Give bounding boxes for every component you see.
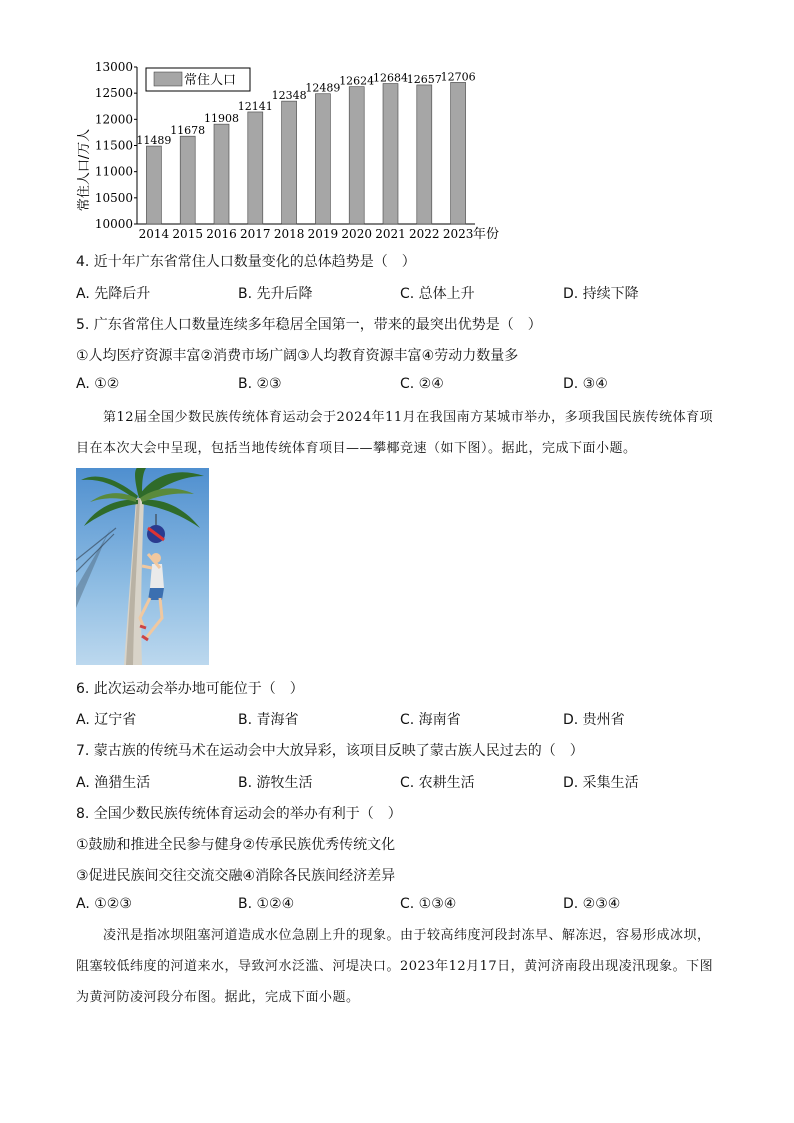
bar bbox=[315, 94, 330, 224]
bar bbox=[282, 101, 297, 224]
q5-option-b[interactable]: B. ②③ bbox=[238, 376, 282, 392]
q5-option-c[interactable]: C. ②④ bbox=[400, 376, 444, 392]
x-tick-label: 2020 bbox=[341, 227, 372, 241]
bar bbox=[248, 112, 263, 224]
ice-flood-passage: 凌汛是指冰坝阻塞河道造成水位急剧上升的现象。由于较高纬度河段封冻早、解冻迟，容易形成冰坝，阻塞较低纬度的河道来水，导致河水泛滥、河堤决口。2023年12月17日，黄河济南段出现凌汛现象。下图为黄河防凌河段分布图。据此，完成下面小题。 bbox=[76, 928, 714, 1005]
population-bar-chart bbox=[70, 55, 510, 250]
bar bbox=[146, 146, 161, 224]
bar bbox=[349, 87, 364, 224]
question-4-stem: 4. 近十年广东省常住人口数量变化的总体趋势是（ ） bbox=[76, 254, 416, 270]
sports-passage: 第12届全国少数民族传统体育运动会于2024年11月在我国南方某城市举办，多项我国民族传统体育项目在本次大会中呈现，包括当地传统体育项目——攀椰竞速（如下图）。据此，完成下面小题。 bbox=[76, 410, 714, 456]
x-tick-label: 2023 bbox=[442, 227, 474, 241]
x-tick-label: 2021 bbox=[375, 227, 406, 241]
x-axis-title: 年份 bbox=[473, 227, 500, 242]
question-8-statement-line-1: ①鼓励和推进全民参与健身②传承民族优秀传统文化 bbox=[76, 837, 396, 853]
bar-value-label: 12657 bbox=[406, 72, 442, 86]
bar-value-label: 12684 bbox=[373, 71, 408, 85]
bar bbox=[417, 85, 432, 224]
x-tick-label: 2015 bbox=[172, 227, 203, 241]
q6-option-a[interactable]: A. 辽宁省 bbox=[76, 712, 137, 728]
x-tick-label: 2014 bbox=[138, 227, 170, 241]
bar-value-label: 12141 bbox=[237, 99, 273, 113]
x-tick-label: 2022 bbox=[409, 227, 440, 241]
question-5-stem: 5. 广东省常住人口数量连续多年稳居全国第一，带来的最突出优势是（ ） bbox=[76, 317, 542, 333]
x-tick-label: 2016 bbox=[206, 227, 237, 241]
q4-option-b[interactable]: B. 先升后降 bbox=[238, 286, 313, 302]
q4-option-c[interactable]: C. 总体上升 bbox=[400, 286, 475, 302]
q7-option-c[interactable]: C. 农耕生活 bbox=[400, 775, 475, 791]
bar bbox=[451, 82, 466, 224]
y-tick-label: 11000 bbox=[94, 164, 133, 179]
q6-option-d[interactable]: D. 贵州省 bbox=[563, 712, 625, 728]
bar bbox=[383, 84, 398, 224]
question-7-stem: 7. 蒙古族的传统马术在运动会中大放异彩，该项目反映了蒙古族人民过去的（ ） bbox=[76, 743, 584, 759]
question-5-statements: ①人均医疗资源丰富②消费市场广阔③人均教育资源丰富④劳动力数量多 bbox=[76, 348, 519, 364]
question-6-stem: 6. 此次运动会举办地可能位于（ ） bbox=[76, 681, 304, 697]
coconut-climbing-photo bbox=[76, 468, 209, 665]
q5-option-a[interactable]: A. ①② bbox=[76, 376, 120, 392]
bar-value-label: 12489 bbox=[305, 81, 341, 95]
y-tick-label: 11500 bbox=[94, 138, 133, 153]
bar bbox=[214, 124, 229, 224]
q8-option-d[interactable]: D. ②③④ bbox=[563, 896, 621, 912]
bar bbox=[180, 136, 195, 224]
x-tick-label: 2017 bbox=[240, 227, 271, 241]
legend-swatch bbox=[154, 72, 182, 86]
q7-option-a[interactable]: A. 渔猎生活 bbox=[76, 775, 151, 791]
q6-option-c[interactable]: C. 海南省 bbox=[400, 712, 461, 728]
y-tick-label: 12000 bbox=[94, 112, 133, 127]
bar-value-label: 12706 bbox=[440, 70, 476, 84]
question-8-statement-line-2: ③促进民族间交往交流交融④消除各民族间经济差异 bbox=[76, 868, 396, 884]
q6-option-b[interactable]: B. 青海省 bbox=[238, 712, 299, 728]
q8-option-a[interactable]: A. ①②③ bbox=[76, 896, 132, 912]
legend-label: 常住人口 bbox=[184, 73, 237, 88]
chart-bars bbox=[146, 82, 465, 224]
q4-option-a[interactable]: A. 先降后升 bbox=[76, 286, 151, 302]
x-tick-label: 2018 bbox=[273, 227, 305, 241]
q5-option-d[interactable]: D. ③④ bbox=[563, 376, 608, 392]
y-tick-label: 10500 bbox=[94, 190, 133, 205]
bar-value-label: 12624 bbox=[339, 74, 375, 88]
bar-value-label: 11908 bbox=[204, 112, 239, 126]
q7-option-b[interactable]: B. 游牧生活 bbox=[238, 775, 313, 791]
bar-value-label: 11489 bbox=[136, 134, 172, 148]
y-tick-label: 12500 bbox=[94, 86, 133, 101]
y-axis-title: 常住人口/万人 bbox=[77, 128, 92, 212]
q4-option-d[interactable]: D. 持续下降 bbox=[563, 286, 639, 302]
chart-legend bbox=[146, 68, 250, 91]
x-tick-label: 2019 bbox=[307, 227, 339, 241]
q8-option-c[interactable]: C. ①③④ bbox=[400, 896, 457, 912]
y-tick-label: 10000 bbox=[94, 217, 133, 231]
q8-option-b[interactable]: B. ①②④ bbox=[238, 896, 295, 912]
q7-option-d[interactable]: D. 采集生活 bbox=[563, 775, 639, 791]
bar-value-label: 12348 bbox=[271, 89, 307, 103]
question-8-stem: 8. 全国少数民族传统体育运动会的举办有利于（ ） bbox=[76, 806, 402, 822]
bar-value-label: 11678 bbox=[170, 124, 206, 138]
y-tick-label: 13000 bbox=[94, 60, 133, 74]
